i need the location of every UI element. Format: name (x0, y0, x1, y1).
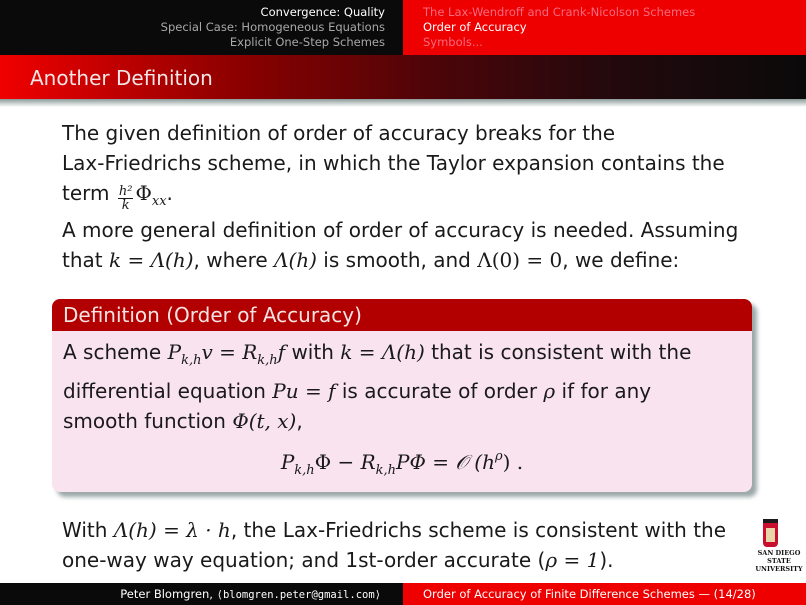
text-line (63, 337, 742, 376)
text-line (62, 245, 762, 275)
text: smooth function (63, 409, 233, 433)
logo-text (752, 549, 806, 573)
nav-subsection[interactable]: Symbols... (423, 35, 483, 49)
text-line (62, 178, 762, 217)
math-subscript: k,h (257, 353, 278, 368)
footer-title[interactable]: Order of Accuracy of Finite Difference Schemes — (14/28) (403, 583, 806, 605)
text-line (63, 406, 742, 436)
logo-line: SAN DIEGO STATE (757, 549, 801, 565)
university-logo (752, 515, 806, 575)
section-navigation (0, 0, 403, 55)
text: With (62, 518, 114, 542)
frame-title: Another Definition (30, 66, 213, 90)
footer (0, 583, 806, 605)
math-phi: Φ (135, 181, 152, 205)
paragraph-conclusion (62, 515, 762, 575)
nav-subsection-current[interactable]: Order of Accuracy (423, 20, 527, 34)
text-line: A more general definition of order of accuracy is needed. Assuming (62, 218, 739, 242)
frame-title-bar (0, 55, 806, 99)
nav-subsection[interactable]: The Lax-Wendroff and Crank-Nicolson Schemes (423, 5, 696, 19)
fraction (118, 185, 134, 212)
text: , where (193, 248, 275, 272)
text: , (296, 409, 303, 433)
nav-section[interactable]: Special Case: Homogeneous Equations (160, 20, 385, 34)
math-expression: Λ(h) = λ · h (113, 518, 231, 542)
math-symbol: R (360, 450, 376, 474)
author-email[interactable]: ⟨blomgren.peter@gmail.com⟩ (216, 589, 381, 601)
subsection-navigation (403, 0, 806, 55)
math-symbol: Φ − (314, 450, 361, 474)
text: is smooth, and (316, 248, 478, 272)
definition-block (52, 299, 752, 492)
text-line (62, 545, 762, 575)
math-symbol: ) . (502, 450, 524, 474)
math-subscript: k,h (294, 463, 315, 478)
footer-author (0, 583, 403, 605)
text: , we define: (562, 248, 680, 272)
text: with (285, 340, 341, 364)
math-symbol: P (167, 340, 182, 364)
paragraph-intro (62, 118, 762, 217)
math-expression: PΦ = 𝒪 (h (396, 450, 495, 474)
text: that (62, 248, 109, 272)
math-symbol: R (242, 340, 258, 364)
text: that is consistent with the (424, 340, 692, 364)
math-expression: Λ(h) (274, 248, 317, 272)
math-expression: k = Λ(h) (108, 248, 194, 272)
math-expression: k = Λ(h) (340, 340, 425, 364)
text: if for any (555, 379, 652, 403)
math-expression: Λ(0) = 0 (477, 248, 563, 272)
text: differential equation (63, 379, 273, 403)
paragraph-general-definition (62, 215, 762, 275)
frame-title-shadow (0, 99, 806, 107)
text-line: Lax-Friedrichs scheme, in which the Taylor expansion contains the (62, 151, 725, 175)
text: . (166, 181, 173, 205)
math-superscript: ρ (494, 449, 503, 464)
math-expression: Φ(t, x) (232, 409, 297, 433)
text-line (62, 515, 762, 545)
text: one-way way equation; and 1st-order accurate ( (62, 548, 546, 572)
fraction-numerator: h² (118, 184, 133, 199)
text: term (62, 181, 110, 205)
nav-section[interactable]: Explicit One-Step Schemes (229, 35, 385, 49)
math-expression: Pu = f (272, 379, 336, 403)
text-line (63, 376, 742, 406)
text: A scheme (63, 340, 168, 364)
logo-line: UNIVERSITY (755, 565, 803, 573)
math-symbol: v = (201, 340, 243, 364)
math-subscript: k,h (181, 353, 202, 368)
shield-icon (763, 519, 778, 547)
text: , the Lax-Friedrichs scheme is consistent with the (230, 518, 727, 542)
fraction-denominator: k (121, 198, 130, 213)
math-expression: ρ = 1 (545, 548, 600, 572)
author-name: Peter Blomgren, (120, 587, 217, 601)
display-equation (52, 449, 752, 478)
definition-body (52, 331, 752, 436)
math-subscript: xx (151, 194, 167, 209)
text: ). (599, 548, 614, 572)
nav-section-current[interactable]: Convergence: Quality (260, 5, 385, 19)
text: is accurate of order (335, 379, 544, 403)
definition-title: Definition (Order of Accuracy) (52, 299, 752, 331)
text-line: The given definition of order of accuracy breaks for the (62, 121, 616, 145)
math-subscript: k,h (375, 463, 397, 478)
math-symbol: P (280, 450, 295, 474)
math-symbol: f (277, 340, 286, 364)
math-symbol: ρ (543, 379, 556, 403)
header-navigation (0, 0, 806, 55)
